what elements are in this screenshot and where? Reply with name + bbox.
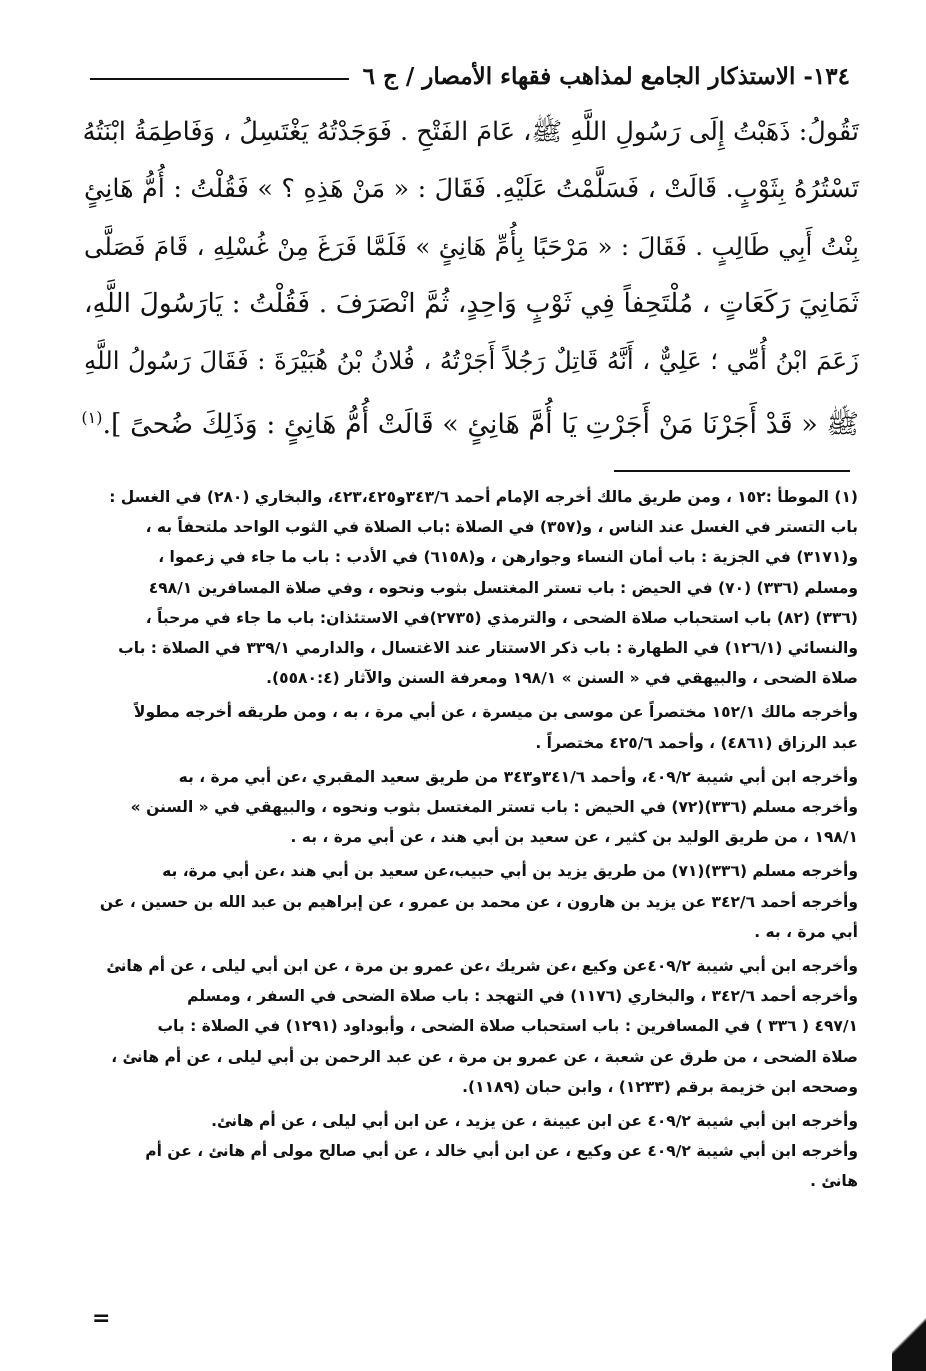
footnote-paragraph <box>88 697 858 757</box>
footnote-line: وأخرجه مسلم (٣٣٦)(٧١) من طريق يزيد بن أبي حبيب،عن سعيد بن أبي هند ،عن أبي مرة، به <box>162 862 858 881</box>
text-line: بِنْتُ أَبِي طَالِبٍ . فَقَالَ : « مَرْحَبًا بِأُمِّ هَانِئٍ » فَلَمَّا فَرَغَ مِنْ غُسْلِهِ ، قَامَ فَصَلَّى <box>84 232 859 261</box>
footnote-line: وأخرجه ابن أبي شيبة ٤٠٩/٢، وأحمد ٣٤١/٦و٣٤٣ من طريق سعيد المقبري ،عن أبي مرة ، به <box>178 767 858 786</box>
header-rule <box>90 78 349 80</box>
footnote-line: وأخرجه أحمد ٣٤٢/٦ ، والبخاري (١١٧٦) في التهجد : باب صلاة الضحى في السفر ، ومسلم <box>187 987 858 1006</box>
footnote-line: وصححه ابن خزيمة برقم (١٢٣٣) ، وابن حبان (١١٨٩). <box>462 1077 858 1096</box>
page-title: ١٣٤- الاستذكار الجامع لمذاهب فقهاء الأمصار / ج ٦ <box>362 62 850 90</box>
footnote-line: (١) الموطأ :١٥٢ ، ومن طريق مالك أخرجه الإمام أحمد ٣٤٣/٦و٤٢٣،٤٢٥، والبخاري (٢٨٠) في الغسل : <box>109 488 858 506</box>
footnote-paragraph <box>88 482 858 693</box>
footnote-line: والنسائي (١٢٦/١) في الطهارة : باب ذكر الاستتار عند الاغتسال ، والدارمي ٣٣٩/١ في الصلاة : باب <box>118 639 858 658</box>
text-line: تَقُولُ: ذَهَبْتُ إِلَى رَسُولِ اللَّهِ ﷺ، عَامَ الفَتْحِ . فَوَجَدْتُهُ يَغْتَسِلُ ، وَفَاطِمَةُ ابْنَتُهُ <box>82 117 859 147</box>
footnote-line: أبي مرة ، به . <box>754 922 858 941</box>
footnote-line: ٤٩٧/١ ( ٣٣٦ ) في المسافرين : باب استحباب صلاة الضحى ، وأبوداود (١٢٩١) في الصلاة : باب <box>157 1017 858 1036</box>
running-header <box>90 52 850 100</box>
footnote-paragraph <box>88 856 858 947</box>
footnote-line: ١٩٨/١ ، من طريق الوليد بن كثير ، عن سعيد بن أبي هند ، عن أبي مرة ، به . <box>290 828 858 847</box>
footnote-line: وأخرجه ابن أبي شيبة ٤٠٩/٢ عن ابن عيينة ، عن يزيد ، عن ابن أبي ليلى ، عن أم هانئ. <box>211 1112 858 1131</box>
footnote-line: وأخرجه مسلم (٣٣٦)(٧٢) في الحيض : باب تستر المغتسل بثوب ونحوه ، والبيهقي في « السنن » <box>130 798 858 817</box>
footnote-paragraph <box>88 1136 858 1196</box>
footnote-paragraph <box>88 1106 858 1136</box>
footnote-line: عبد الرزاق (٤٨٦١) ، وأحمد ٤٢٥/٦ مختصراً . <box>535 733 858 752</box>
footnote-line: وأخرجه مالك ١٥٢/١ مختصراً عن موسى بن ميسرة ، عن أبي مرة ، به ، ومن طريقه أخرجه مطولاً <box>133 703 858 722</box>
footnote-line: ومسلم (٣٣٦) (٧٠) في الحيض : باب تستر المغتسل بثوب ونحوه ، وفي صلاة المسافرين ٤٩٨/١ <box>148 578 858 597</box>
footnotes <box>88 482 858 1197</box>
footnote-line: هانئ . <box>810 1172 858 1191</box>
footnote-paragraph <box>88 762 858 853</box>
footnote-line: وأخرجه ابن أبي شيبة ٤٠٩/٢ عن وكيع ، عن ابن أبي خالد ، عن أبي صالح مولى أم هانئ ، عن أم <box>145 1142 858 1161</box>
footnote-paragraph <box>88 951 858 1102</box>
footnote-line: وأخرجه أحمد ٣٤٢/٦ عن يزيد بن هارون ، عن محمد بن عمرو ، عن إبراهيم بن عبد الله بن حسين ، عن <box>99 892 858 911</box>
footnote-line: صلاة الضحى ، والبيهقي في « السنن » ١٩٨/١ ومعرفة السنن والآثار (٥٥٨٠:٤). <box>266 669 858 688</box>
footnote-line: و(٣١٧١) في الجزية : باب أمان النساء وجوارهن ، و(٦١٥٨) في الأدب : باب ما جاء في زعموا ، <box>158 548 858 567</box>
footnote-line: وأخرجه ابن أبي شيبة ٤٠٩/٢عن وكيع ،عن شريك ،عن عمرو بن مرة ، عن ابن أبي ليلى ، عن أم هانئ <box>106 957 858 976</box>
footnote-separator <box>614 470 850 472</box>
footnote-line: (٣٣٦) (٨٢) باب استحباب صلاة الضحى ، والترمذي (٢٧٣٥)في الاستئذان: باب ما جاء في مرحباً ، <box>145 608 858 627</box>
text-line: زَعَمَ ابْنُ أُمِّي ؛ عَلِيٌّ ، أَنَّهُ قَاتِلٌ رَجُلاً أَجَرْتُهُ ، فُلانُ بْنُ هُبَيْرَةَ : فَقَالَ رَسُولُ اللَّهِ <box>84 346 859 375</box>
text-line: تَسْتُرُهُ بِثَوْبٍ. قَالَتْ ، فَسَلَّمْتُ عَلَيْهِ. فَقَالَ : « مَنْ هَذِهِ ؟ » فَقُلْتُ : أُمُّ هَانِئٍ <box>84 174 859 204</box>
text-line: ثَمَانِيَ رَكَعَاتٍ ، مُلْتَحِفاً فِي ثَوْبٍ وَاحِدٍ، ثُمَّ انْصَرَفَ . فَقُلْتُ : يَارَسُولَ اللَّهِ، <box>84 288 859 319</box>
text-line: ﷺ « قَدْ أَجَرْنَا مَنْ أَجَرْتِ يَا أُمَّ هَانِئٍ » قَالَتْ أُمُّ هَانِئٍ : وَذَلِكَ ضُحىً ]. <box>102 409 859 440</box>
footnote-line: باب التستر في الغسل عند الناس ، و(٣٥٧) في الصلاة :باب الصلاة في الثوب الواحد ملتحفاً به ، <box>145 518 858 537</box>
footnote-line: صلاة الضحى ، من طرق عن شعبة ، عن عمرو بن مرة ، عن عبد الرحمن بن أبي ليلى ، عن أم هانئ ، <box>111 1047 858 1066</box>
page-corner-shadow <box>892 1301 926 1371</box>
hadith-paragraph <box>81 104 859 453</box>
continuation-mark: = <box>92 1306 111 1331</box>
main-text <box>81 104 859 453</box>
text-line-last <box>81 389 859 453</box>
footnote-reference: (١) <box>81 408 103 427</box>
